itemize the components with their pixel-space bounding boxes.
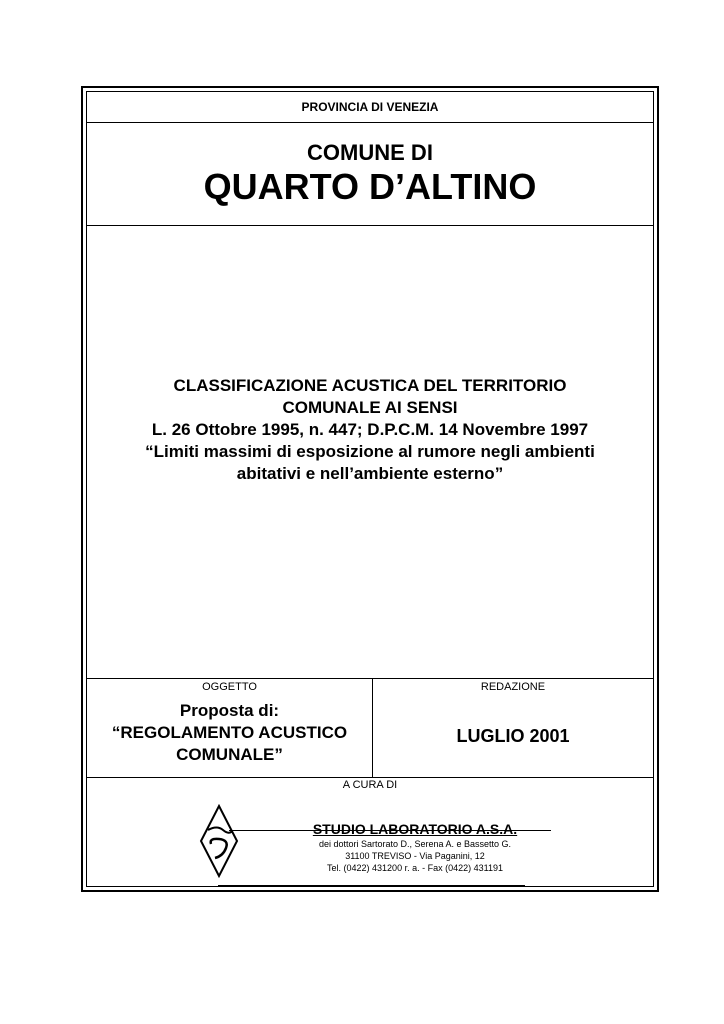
title-line: abitativi e nell’ambiente esterno” [236,464,504,483]
redazione-cell [373,678,653,777]
acura-label: A CURA DI [342,779,398,791]
comune-label: COMUNE DI [307,140,433,165]
oggetto-cell [87,678,372,777]
divider-comune [87,225,653,226]
studio-authors: dei dottori Sartorato D., Serena A. e Bassetto G. [318,839,512,849]
oggetto-label: OGGETTO [202,681,257,693]
cover-frame [81,86,659,892]
redazione-date: LUGLIO 2001 [456,726,570,746]
oggetto-line: Proposta di: [179,701,280,720]
oggetto-line: COMUNALE” [176,745,283,764]
title-line: CLASSIFICAZIONE ACUSTICA DEL TERRITORIO [173,376,567,395]
title-line: COMUNALE AI SENSI [282,398,458,417]
main-title [87,375,653,485]
title-line: “Limiti massimi di esposizione al rumore negli ambienti [145,442,595,461]
studio-name: STUDIO LABORATORIO A.S.A. [312,821,518,837]
studio-address: 31100 TREVISO - Via Paganini, 12 [345,851,485,861]
cover-inner-border [86,91,654,887]
comune-name: QUARTO D’ALTINO [203,166,537,207]
studio-contacts: Tel. (0422) 431200 r. a. - Fax (0422) 431191 [327,863,503,873]
title-line: L. 26 Ottobre 1995, n. 447; D.P.C.M. 14 Novembre 1997 [151,420,589,439]
footer-rule [218,885,525,887]
oggetto-line: “REGOLAMENTO ACUSTICO [111,723,348,742]
divider-oggetto [87,777,653,778]
redazione-label: REDAZIONE [480,681,546,693]
province-label: PROVINCIA DI VENEZIA [301,100,439,114]
divider-province [87,122,653,123]
oggetto-text [87,700,372,766]
